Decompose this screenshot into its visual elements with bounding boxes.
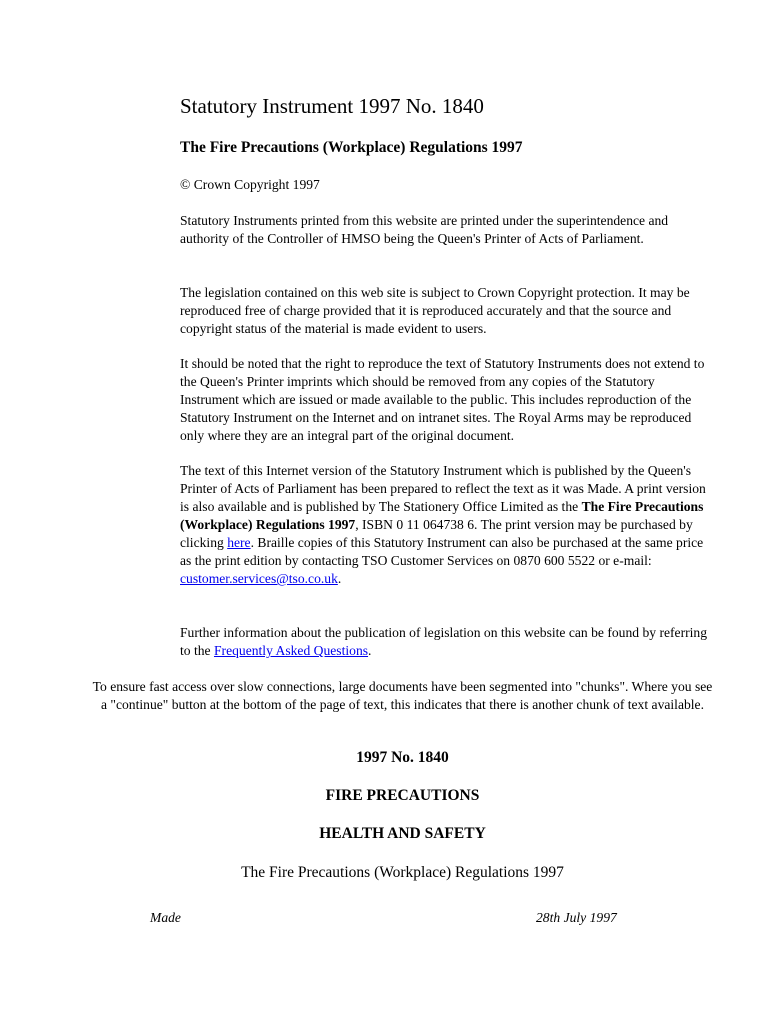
document-title: Statutory Instrument 1997 No. 1840 bbox=[180, 94, 484, 118]
heading-health-and-safety: HEALTH AND SAFETY bbox=[319, 825, 486, 842]
made-date: 28th July 1997 bbox=[536, 910, 617, 925]
purchase-here-link[interactable]: here bbox=[227, 535, 251, 550]
regulations-title-bold: The Fire Precautions (Workplace) Regulations 1997 bbox=[180, 499, 704, 532]
heading-fire-precautions: FIRE PRECAUTIONS bbox=[325, 787, 480, 804]
paragraph-printing-authority: Statutory Instruments printed from this website are printed under the superintendence and authority of the Controller of HMSO being the Queen's Printer of Acts of Parliament. bbox=[180, 213, 669, 246]
print-version-text-2: , ISBN 0 11 064738 6. The print version may be purchased by clicking bbox=[180, 517, 693, 550]
paragraph-further-information bbox=[180, 624, 715, 660]
further-info-text: Further information about the publication of legislation on this website can be found by referring to the bbox=[180, 625, 708, 658]
regulations-title: The Fire Precautions (Workplace) Regulations 1997 bbox=[241, 864, 564, 881]
paragraph-print-version bbox=[180, 462, 715, 588]
copyright-notice: © Crown Copyright 1997 bbox=[180, 177, 320, 192]
print-version-text-end: . bbox=[337, 571, 342, 586]
customer-services-email-link[interactable]: customer.services@tso.co.uk bbox=[180, 571, 338, 586]
print-version-text-3: . Braille copies of this Statutory Instrument can also be purchased at the same price as the print edition by contacting TSO Customer Services on 0870 600 5522 or e-mail: bbox=[180, 535, 704, 568]
paragraph-crown-copyright: The legislation contained on this web site is subject to Crown Copyright protection. It may be reproduced free of charge provided that it is reproduced accurately and that the source and copyright status of the material is made evident to users. bbox=[180, 285, 690, 336]
chunks-note: To ensure fast access over slow connections, large documents have been segmented into "chunks". Where you see a "continue" button at the bottom of the page of text, this indicates that there is another chunk of text available. bbox=[92, 679, 713, 712]
made-label: Made bbox=[150, 910, 181, 925]
print-version-text-1: The text of this Internet version of the Statutory Instrument which is published by the Queen's Printer of Acts of Parliament has been prepared to reflect the text as it was Made. A print version is also available and is published by The Stationery Office Limited as the bbox=[180, 463, 706, 514]
paragraph-reproduction-rights: It should be noted that the right to reproduce the text of Statutory Instruments does not extend to the Queen's Printer imprints which should be removed from any copies of the Statutory Instrument which are issued or made available to the public. This includes reproduction of the Statutory Instrument on the Internet and on intranet sites. The Royal Arms may be reproduced only where they are an integral part of the original document. bbox=[180, 356, 705, 443]
faq-link[interactable]: Frequently Asked Questions bbox=[213, 643, 369, 658]
instrument-number: 1997 No. 1840 bbox=[356, 749, 449, 766]
document-subtitle: The Fire Precautions (Workplace) Regulations 1997 bbox=[180, 139, 523, 156]
further-info-end: . bbox=[368, 643, 372, 658]
